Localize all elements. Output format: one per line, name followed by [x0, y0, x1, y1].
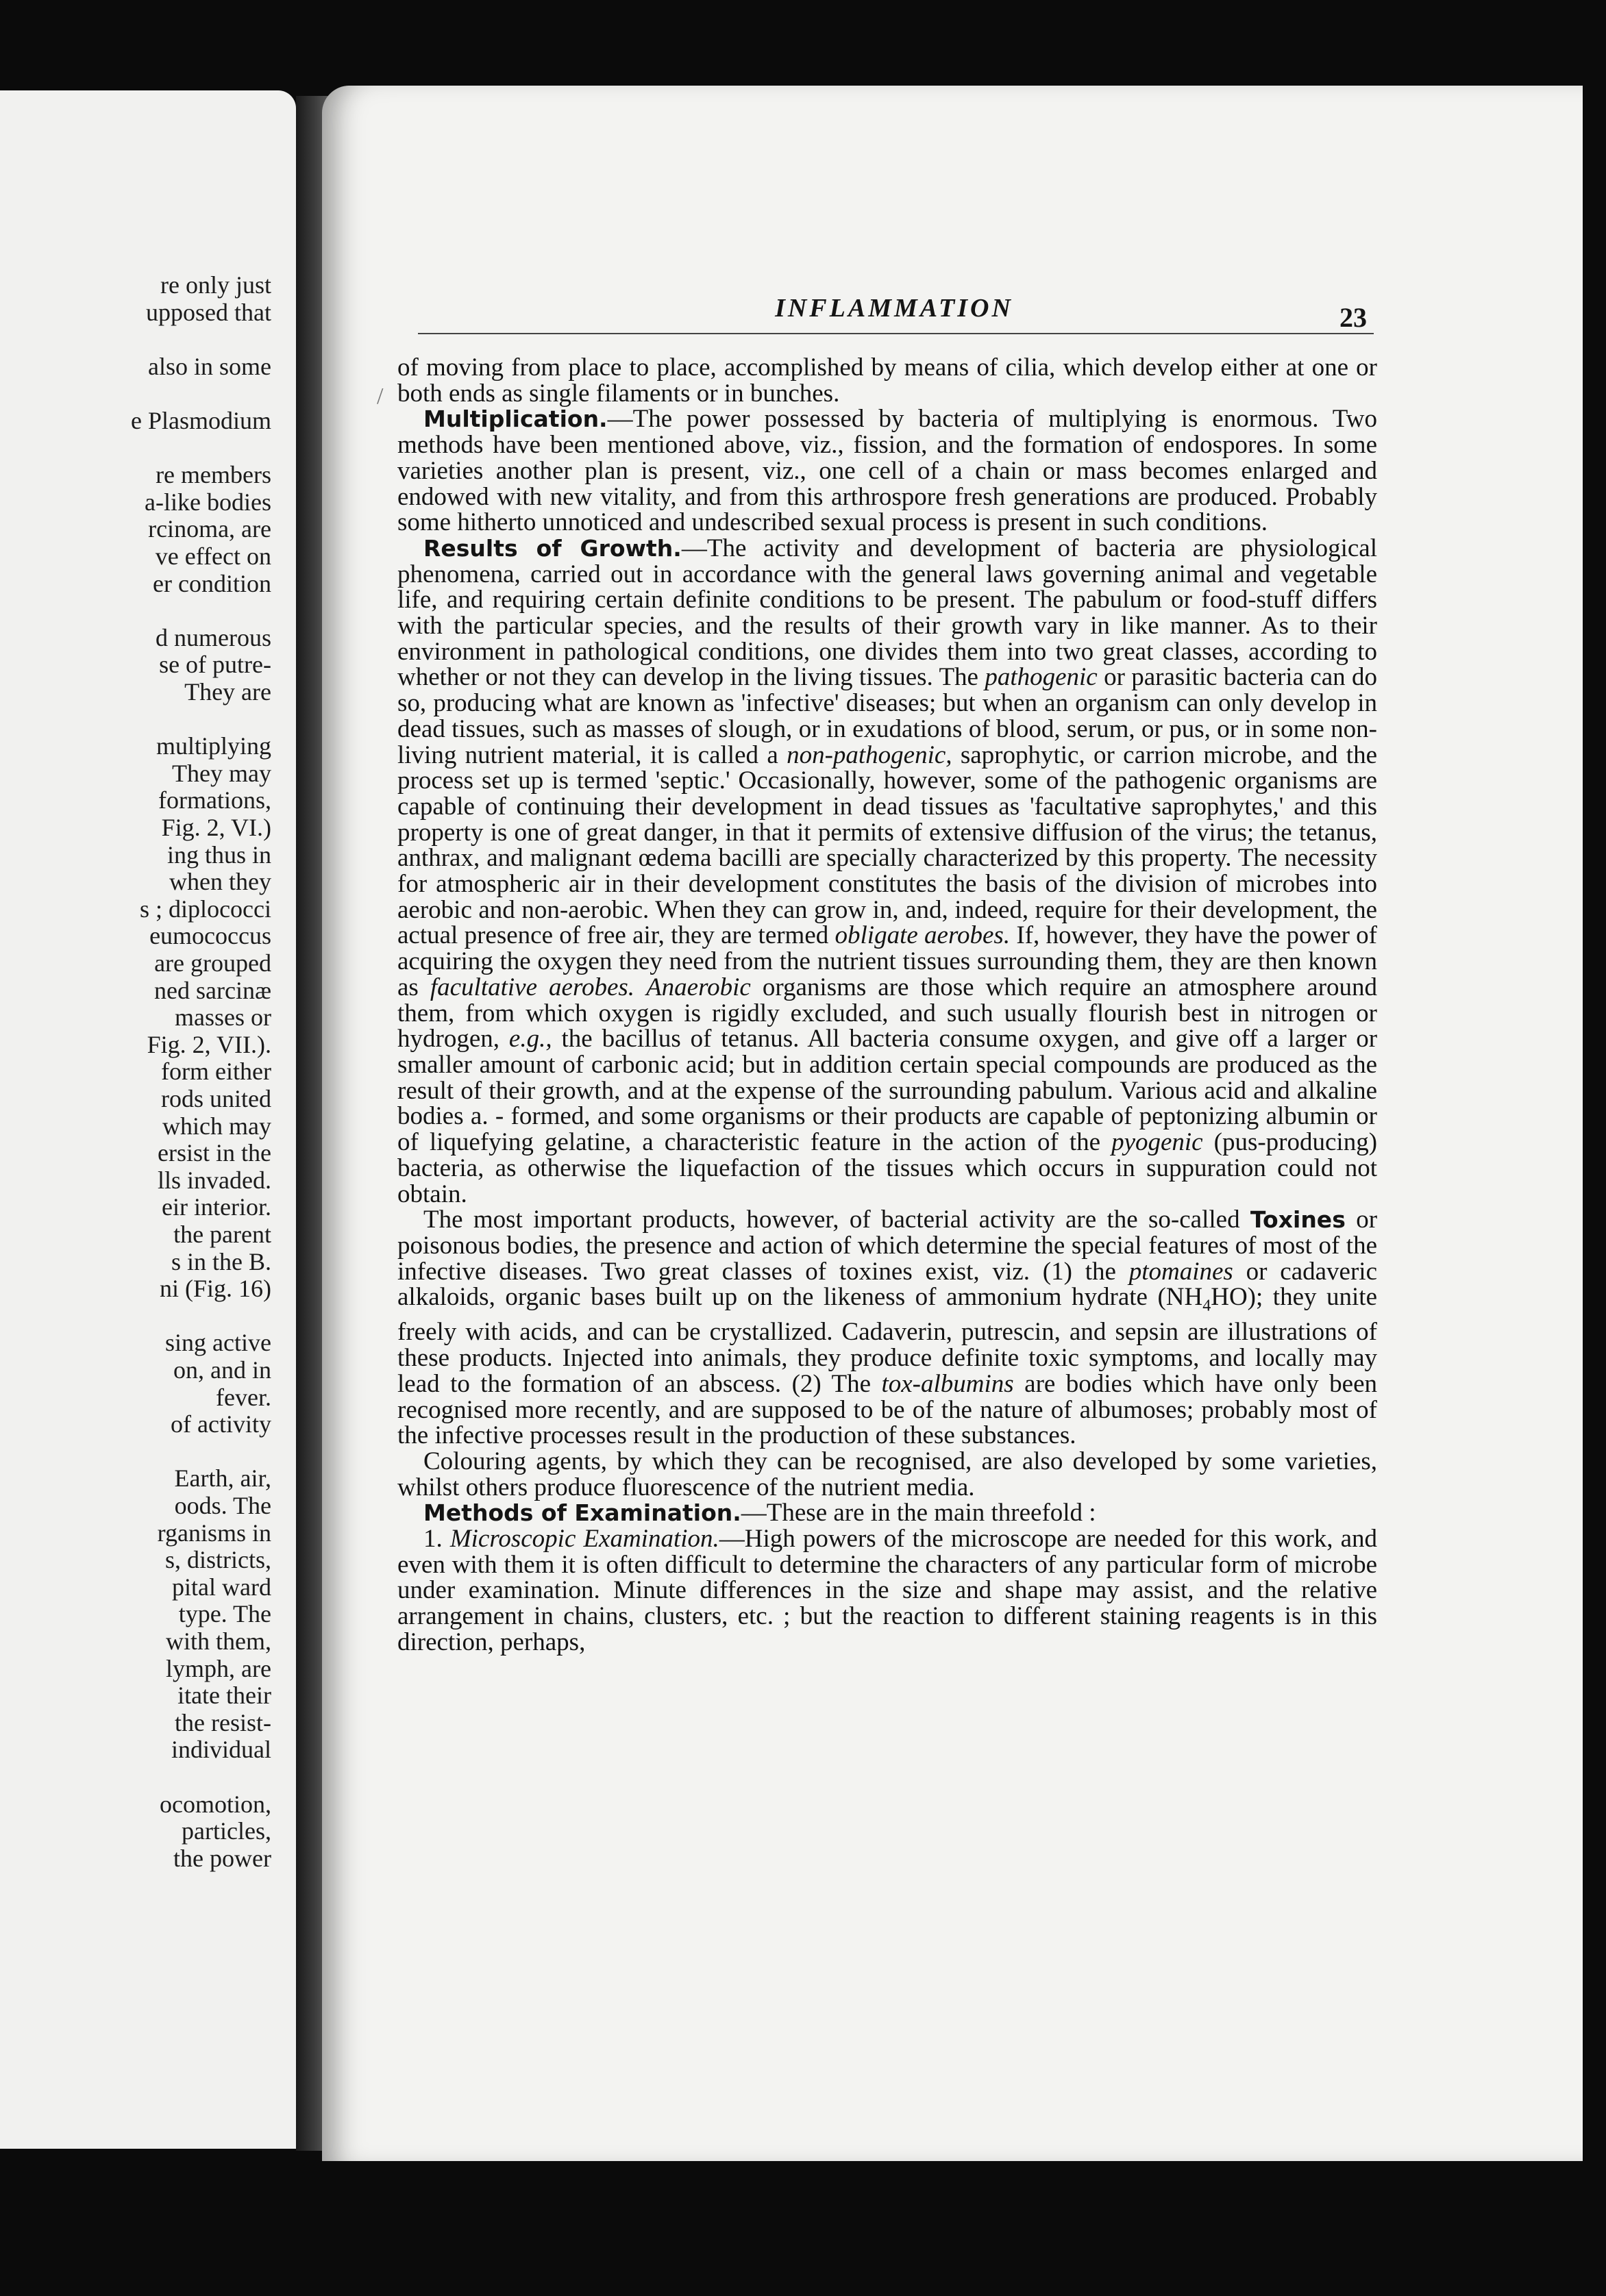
- facing-page-line: s, districts,: [164, 1546, 271, 1574]
- facing-page-line: on, and in: [173, 1356, 271, 1384]
- facing-page-line: They are: [184, 678, 271, 706]
- paragraph-text: or cadaveric alkaloids, organic bases built up on the likeness of ammonium hydrate (NH: [397, 1257, 1378, 1312]
- subscript: 4: [1202, 1297, 1211, 1315]
- paragraph-cilia: [397, 355, 1377, 406]
- facing-page-line: d numerous: [156, 623, 271, 651]
- facing-page-line: ocomotion,: [160, 1790, 271, 1818]
- facing-page-line: lls invaded.: [158, 1166, 271, 1194]
- facing-page-line: ersist in the: [158, 1139, 271, 1167]
- list-number: 1.: [423, 1525, 443, 1553]
- facing-page-line: Fig. 2, VII.).: [147, 1030, 271, 1058]
- facing-page-line: ned sarcinæ: [154, 976, 271, 1004]
- facing-page-line: s in the B.: [171, 1247, 271, 1275]
- italic-term: e.g.,: [508, 1025, 552, 1053]
- margin-mark: /: [377, 384, 384, 409]
- paragraph-results-of-growth: [397, 536, 1377, 1207]
- paragraph-text: —The power possessed by bacteria of multiplying is enormous. Two methods have been mentioned above, viz., fission, and the formation of endospores. In some varieties another plan is present, viz., one cell of a chain or mass becomes enlarged and endowed with new vitality, and from this arthrospore fresh generations are produced. Probably some hitherto unnoticed and undescribed sexual process is present in such conditions.: [397, 405, 1377, 537]
- facing-page-line: ing thus in: [166, 840, 271, 869]
- italic-term: obligate aerobes.: [835, 921, 1011, 950]
- facing-page-line: eumococcus: [149, 922, 271, 950]
- facing-page-line: of activity: [171, 1410, 271, 1438]
- italic-term: ptomaines: [1128, 1257, 1233, 1286]
- facing-page-line: the resist-: [175, 1708, 271, 1736]
- paragraph-text: —The activity and development of bacteria are physiological phenomena, carried out in accordance with the general laws governing animal and vegetable life, and requiring certain definite conditions to be present. The pabulum or food-stuff differs with the particular species, and the results of their growth vary in like manner. As to their environment in pathological conditions, one divides them into two great classes, according to whether or not they can develop in the living tissues. The: [397, 534, 1378, 692]
- facing-page-line: Fig. 2, VI.): [161, 814, 271, 841]
- paragraph-toxines: [397, 1207, 1377, 1449]
- facing-page-line: itate their: [177, 1682, 271, 1710]
- italic-term: pathogenic: [985, 663, 1098, 692]
- facing-page-line: s ; diplococci: [140, 895, 271, 923]
- facing-page-line: are grouped: [154, 949, 271, 977]
- facing-page-line: fever.: [216, 1383, 271, 1411]
- facing-page-line: oods. The: [174, 1492, 271, 1519]
- section-heading-results-of-growth: Results of Growth.: [423, 534, 682, 562]
- italic-term: facultative aerobes.: [430, 973, 635, 1001]
- paragraph-text: organisms are those which require an atmosphere around them, from which oxygen is rigidly excluded, and such usually flourish best in nitrogen or hydrogen,: [397, 973, 1378, 1053]
- facing-page-line: the parent: [173, 1221, 271, 1248]
- paragraph-microscopic: [397, 1526, 1377, 1656]
- paragraph-text: If, however, they have the power of acquiring the oxygen they need from the nutrient tissues surrounding them, they are then known as: [397, 921, 1377, 1001]
- section-heading-multiplication: Multiplication.: [423, 405, 608, 433]
- page-number: 23: [1339, 302, 1367, 333]
- facing-page-line: particles,: [182, 1817, 271, 1845]
- facing-page-line: sing active: [165, 1329, 271, 1357]
- facing-page-line: er condition: [153, 569, 271, 597]
- italic-term: pyogenic: [1111, 1128, 1203, 1157]
- facing-page-line: They may: [172, 759, 271, 787]
- paragraph-text: saprophytic, or carrion microbe, and the process set up is termed 'septic.' Occasionally, however, some of the pathogenic organisms are capable of continuing their development in dead tissues as 'facultative saprophytes,' and this property is one of great danger, in that it permits of extensive diffusion of the virus; the tetanus, anthrax, and malignant œdema bacilli are specially characterized by this property. The necessity for atmospheric air in their development constitutes the basis of the division of microbes into aerobic and non-aerobic. When they can grow in, and, indeed, require for their development, the actual presence of free air, they are termed: [397, 740, 1377, 950]
- paragraph-text: (pus-producing) bacteria, as otherwise the liquefaction of the tissues which occurs in suppuration could not obtain.: [397, 1128, 1378, 1208]
- facing-page-line: formations,: [158, 786, 271, 814]
- paragraph-text: Colouring agents, by which they can be recognised, are also developed by some varieties, whilst others produce fluorescence of the nutrient media.: [397, 1447, 1377, 1501]
- paragraph-text: of moving from place to place, accomplished by means of cilia, which develop either at one or both ends as single filaments or in bunches.: [397, 353, 1377, 408]
- facing-page-fragment: [0, 90, 296, 2149]
- facing-page-line: individual: [171, 1736, 271, 1764]
- paragraph-text: or poisonous bodies, the presence and action of which determine the special features of most of the infective diseases. Two great classes of toxines exist, viz. (1) the: [397, 1206, 1378, 1286]
- paragraph-text: The most important products, however, of bacterial activity are the so-called: [423, 1206, 1240, 1234]
- section-heading-methods: Methods of Examination.: [423, 1499, 741, 1527]
- paragraph-methods: [397, 1500, 1377, 1526]
- paragraph-colouring: [397, 1449, 1377, 1500]
- subsection-heading-microscopic: Microscopic Examination.: [449, 1525, 719, 1553]
- facing-page-line: ni (Fig. 16): [159, 1275, 271, 1303]
- facing-page-line: eir interior.: [162, 1193, 271, 1221]
- facing-page-line: pital ward: [172, 1573, 271, 1601]
- facing-page-line: multiplying: [156, 732, 271, 760]
- paragraph-text: —High powers of the microscope are needed for this work, and even with them it is often difficult to determine the characters of any particular form of microbe under examination. Minute differences in the size and shape may assist, and the relative arrangement in chains, clusters, etc. ; but the reaction to different staining reagents is in this direction, perhaps,: [397, 1525, 1378, 1656]
- facing-page-line: rcinoma, are: [148, 515, 271, 543]
- facing-page-line: lymph, are: [166, 1654, 271, 1682]
- facing-page-line: se of putre-: [159, 651, 271, 679]
- facing-page-line: upposed that: [146, 298, 271, 326]
- facing-page-line: Earth, air,: [174, 1464, 271, 1493]
- paragraph-text: are bodies which have only been recognised more recently, and are supposed to be of the nature of albumoses; probably most of the infective processes result in the production of these substances.: [397, 1369, 1378, 1450]
- facing-page-line: re only just: [160, 271, 271, 299]
- section-heading-toxines: Toxines: [1250, 1206, 1346, 1234]
- italic-term: tox-albumins: [881, 1369, 1014, 1398]
- paragraph-text: or parasitic bacteria can do so, producing what are known as 'infective' diseases; but when an organism can only develop in dead tissues, such as masses of slough, or in exudations of blood, serum, or pus, or in some non-living nutrient material, it is called a: [397, 663, 1377, 769]
- facing-page-line: with them,: [166, 1627, 271, 1655]
- facing-page-line: which may: [162, 1112, 271, 1140]
- facing-page-line: a-like bodies: [145, 488, 271, 516]
- paragraph-text: HO); they unite freely with acids, and can be crystallized. Cadaverin, putrescin, and sepsin are illustrations of these products. Injected into animals, they produce definite toxic symptoms, and locally may lead to the formation of an abscess. (2) The: [397, 1283, 1377, 1398]
- italic-term: Anaerobic: [646, 973, 751, 1001]
- facing-page-line: the power: [173, 1844, 271, 1872]
- facing-page-line: rganisms in: [157, 1519, 271, 1547]
- header-rule: [418, 333, 1374, 334]
- paragraph-multiplication: [397, 406, 1377, 536]
- facing-page-line: ve effect on: [155, 542, 271, 570]
- facing-page-line: masses or: [175, 1003, 271, 1032]
- paragraph-text: the bacillus of tetanus. All bacteria consume oxygen, and give off a larger or smaller amount of carbonic acid; but in addition certain special compounds are produced as the result of their growth, and at the expense of the surrounding pabulum. Various acid and alkaline bodies a. - formed, and some organisms or their products are capable of peptonizing albumin or of liquefying gelatine, a characteristic feature in the action of the: [397, 1025, 1378, 1157]
- facing-page-line: form either: [161, 1058, 271, 1086]
- page-body: [397, 355, 1377, 1656]
- facing-page-line: rods united: [161, 1085, 271, 1112]
- paragraph-text: —These are in the main threefold :: [741, 1499, 1096, 1527]
- italic-term: non-pathogenic,: [787, 740, 952, 769]
- facing-page-line: when they: [169, 868, 271, 896]
- facing-page-line: type. The: [178, 1600, 271, 1628]
- facing-page-line: re members: [156, 461, 271, 489]
- running-head: INFLAMMATION: [775, 294, 1013, 323]
- facing-page-line: e Plasmodium: [131, 407, 271, 434]
- facing-page-line: also in some: [148, 352, 271, 380]
